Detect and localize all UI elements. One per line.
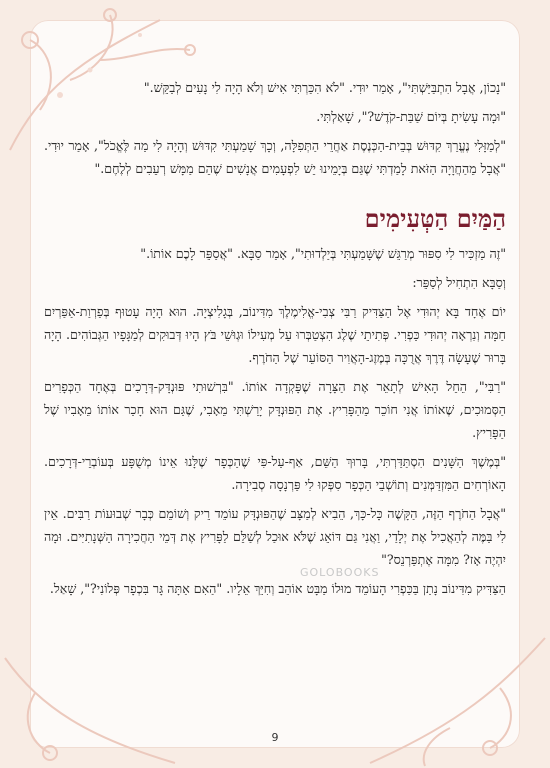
section-title: הַמַּיִם הַטְּעִימִים: [364, 204, 506, 233]
paragraph: "בְּמֶשֶׁךְ הַשָּׁנִים הִסְתַּדַּרְתִּי, בָּרוּךְ הַשֵּׁם, אַף-עַל-פִּי שֶׁהַכְּפָר שֶׁלָּנוּ אֵינוֹ מְשֻׁפָּע בְּעוֹבְרֵי-דְּרָכִים. הָאוֹרְחִים הַמִּזְדַּמְּנִים וְתוֹשְׁבֵי הַכְּפָר סִפְּקוּ לִי פַּרְנָסָה סְבִירָה.: [44, 454, 506, 492]
paragraph: וְסַבָּא הִתְחִיל לְסַפֵּר:: [412, 275, 506, 290]
page-number: 9: [271, 731, 279, 744]
paragraph: הַצַּדִּיק מִדִּינוֹב נָתַן בַּכַּפְרִי הָעוֹמֵד מוּלוֹ מַבָּט אוֹהֵב וְחִיֵּךְ אֵלָיו. "הַאִם אַתָּה גָּר בִּכְפָר פְּלוֹנִי?", שָׁאַל.: [49, 581, 506, 596]
paragraph: "וּמָה עָשִׂיתָ בְּיוֹם שַׁבַּת-קֹדֶשׁ?", שָׁאַלְתִּי.: [316, 109, 506, 124]
paragraph: "לְמַזָּלִי נֶעֱרַךְ קִדּוּשׁ בְּבֵית-הַכְּנֶסֶת אַחֲרֵי הַתְּפִלָּה, וְכָךְ שָׁמַעְתִּי קִדּוּשׁ וְהָיָה לִי מַה לֶּאֱכֹל", אָמַר יוּדִי. "אֲבָל מֵהַחֲוָיָה הַזֹּאת לָמַדְתִּי שֶׁגַּם בְּיָמֵינוּ יֵשׁ לִפְעָמִים אֲנָשִׁים שֶׁהֵם מַמָּשׁ רְעֵבִים לְלֶחֶם.": [44, 138, 506, 176]
paragraph: "אֲבָל הַחֹרֶף הַזֶּה, הַקָּשֶׁה כָּל-כָּךְ, הֵבִיא לְמַצָּב שֶׁהַפּוּנְדָּק עוֹמֵד רֵיק וְשׁוֹמֵם כְּבָר שְׁבוּעוֹת רַבִּים. אֵין לִי בַּמֶּה לְהַאֲכִיל אֶת יְלָדַי, וַאֲנִי גַּם דּוֹאֵג שֶׁלֹּא אוּכַל לְשַׁלֵּם לַפָּרִיץ אֶת דְּמֵי הַחֲכִירָה הַשְּׁנָתִיִּים. וּמָה יִהְיֶה אָז? מִמָּה אֶתְפַּרְנֵס?": [44, 506, 506, 567]
story-text: [44, 76, 506, 606]
paragraph: "רַבִּי", הֵחֵל הָאִישׁ לְתָאֵר אֶת הַצָּרָה שֶׁפָּקְדָה אוֹתוֹ. "בִּרְשׁוּתִי פּוּנְדָּק-דְּרָכִים בְּאֶחָד הַכְּפָרִים הַסְּמוּכִים, שֶׁאוֹתוֹ אֲנִי חוֹכֵר מֵהַפָּרִיץ. אֶת הַפּוּנְדָּק יָרַשְׁתִּי מֵאָבִי, שֶׁגַּם הוּא חָכַר אוֹתוֹ מֵאָבִיו שֶׁל הַפָּרִיץ.: [44, 379, 506, 440]
paragraph: "נָכוֹן, אֲבָל הִתְבַּיַּשְׁתִּי", אָמַר יוּדִי. "לֹא הִכַּרְתִּי אִישׁ וְלֹא הָיָה לִי נָעִים לְבַקֵּשׁ.": [143, 80, 506, 95]
watermark: GOLOBOOKS: [300, 566, 380, 579]
paragraph: "זֶה מַזְכִּיר לִי סִפּוּר מְרַגֵּשׁ שֶׁשָּׁמַעְתִּי בְּיַלְדוּתִי", אָמַר סַבָּא. "אֲסַפֵּר לָכֶם אוֹתוֹ.": [140, 246, 506, 261]
paragraph: יוֹם אֶחָד בָּא יְהוּדִי אֶל הַצַּדִּיק רַבִּי צְבִי-אֱלִימֶלֶךְ מִדִּינוֹב, בְּגָלִיצְיָה. הוּא הָיָה עָטוּף בְּפַרְוַת-אַפַּרְיִם חַמָּה וְנִרְאָה יְהוּדִי כַּפְרִי. פְּתִיתֵי שֶׁלֶג הִצְטַבְּרוּ עַל מְעִילוֹ וּגְוּשֵׁי בֹּץ הָיוּ דְּבוּקִים לְמַגָּפָיו הַגְּבוֹהִים. הָיָה בָּרוּר שֶׁעָשָׂה דֶּרֶךְ אֲרֻכָּה בְּמֶזֶג-הָאֲוִיר הַסּוֹעֵר שֶׁל הַחֹרֶף.: [44, 304, 506, 365]
